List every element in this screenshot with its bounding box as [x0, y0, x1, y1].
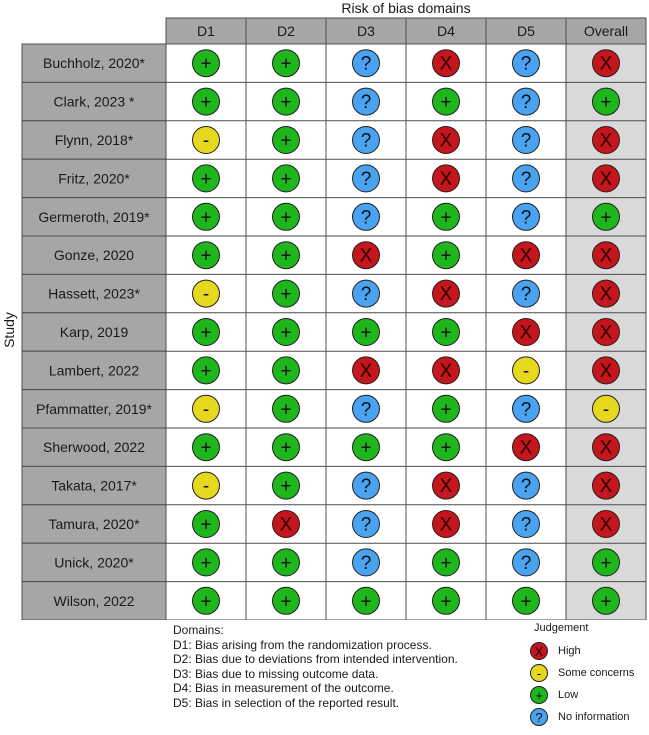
judgement-symbol: X: [599, 476, 613, 498]
judgement-symbol: X: [439, 168, 453, 190]
judgement-symbol: X: [599, 168, 613, 190]
column-header-d2: D2: [277, 23, 295, 39]
judgement-symbol: X: [439, 130, 453, 152]
judgement-symbol: ?: [360, 514, 372, 536]
chart-title: Risk of bias domains: [341, 0, 471, 16]
judgement-symbol: +: [600, 92, 612, 114]
judgement-symbol: +: [360, 437, 372, 459]
judgement-symbol: +: [200, 322, 212, 344]
study-label: Germeroth, 2019*: [38, 208, 150, 225]
study-label: Karp, 2019: [59, 324, 129, 340]
judgement-symbol: X: [599, 437, 613, 459]
grid-layer: [22, 18, 646, 620]
judgement-symbol: +: [200, 92, 212, 114]
judgement-symbol: +: [440, 207, 452, 229]
column-header-overall: Overall: [583, 23, 629, 39]
judgement-symbol: ?: [520, 207, 532, 229]
judgement-symbol: -: [602, 399, 610, 421]
judgement-symbol: +: [200, 245, 212, 267]
judgement-symbol: ?: [360, 399, 372, 421]
judgement-symbol: +: [440, 245, 452, 267]
judgement-symbol: +: [440, 437, 452, 459]
legend-item-no-information: [530, 706, 648, 728]
judgement-symbol: +: [200, 552, 212, 574]
judgement-symbol: +: [280, 399, 292, 421]
judgement-symbol: +: [200, 207, 212, 229]
no-information-icon: ?: [530, 708, 548, 726]
judgement-symbol: -: [202, 399, 210, 421]
judgement-symbol: X: [439, 476, 453, 498]
judgement-symbol: X: [359, 245, 373, 267]
judgement-symbol: X: [599, 322, 613, 344]
column-header-d3: D3: [357, 23, 375, 39]
some-concerns-icon: -: [530, 664, 548, 682]
judgement-symbol: X: [599, 53, 613, 75]
judgement-symbol: ?: [520, 284, 532, 306]
judgement-legend-title: Judgement: [534, 622, 589, 634]
judgement-symbol: +: [280, 360, 292, 382]
judgement-symbol: +: [200, 437, 212, 459]
study-label: Unick, 2020*: [54, 554, 134, 571]
judgement-symbol: ?: [360, 168, 372, 190]
judgement-symbol: +: [360, 322, 372, 344]
legend-label-some-concerns: Some concerns: [558, 667, 635, 679]
domains-legend: [173, 623, 513, 711]
domains-legend-title: Domains:: [173, 623, 224, 637]
judgement-symbol: +: [440, 591, 452, 613]
judgement-symbol: +: [280, 53, 292, 75]
legend-label-no-information: No information: [558, 711, 630, 723]
judgement-symbol: ?: [520, 399, 532, 421]
judgement-symbol: X: [279, 514, 293, 536]
judgement-symbol: X: [439, 360, 453, 382]
judgement-symbol: +: [280, 552, 292, 574]
judgement-symbol: +: [280, 207, 292, 229]
judgement-symbol: +: [440, 552, 452, 574]
judgement-symbol: +: [280, 476, 292, 498]
judgement-symbol: ?: [360, 130, 372, 152]
judgement-symbol: +: [360, 591, 372, 613]
low-risk-icon: +: [530, 686, 548, 704]
judgement-symbol: +: [280, 245, 292, 267]
judgement-symbol: +: [600, 591, 612, 613]
judgement-symbol: +: [440, 399, 452, 421]
judgement-symbol: X: [439, 53, 453, 75]
high-risk-icon: X: [530, 642, 548, 660]
y-axis-label: Study: [1, 312, 17, 348]
judgement-legend: [530, 622, 648, 728]
domain-description-d3: D3: Bias due to missing outcome data.: [173, 666, 379, 681]
judgement-symbol: X: [519, 245, 533, 267]
judgement-symbol: ?: [520, 92, 532, 114]
study-label: Sherwood, 2022: [43, 439, 145, 456]
judgement-symbol: -: [522, 360, 530, 382]
judgement-symbol: +: [200, 591, 212, 613]
judgement-symbol: +: [600, 552, 612, 574]
legend-label-high: High: [558, 645, 581, 657]
legend-label-low: Low: [558, 689, 579, 701]
judgement-symbol: X: [439, 284, 453, 306]
judgement-symbol: ?: [360, 207, 372, 229]
study-label: Gonze, 2020: [53, 247, 135, 264]
judgement-symbol: X: [599, 130, 613, 152]
legend-item-high: [530, 640, 648, 662]
legend-item-some-concerns: [530, 662, 648, 684]
judgement-symbol: ?: [520, 130, 532, 152]
judgement-symbol: +: [280, 130, 292, 152]
column-header-d1: D1: [197, 23, 215, 39]
judgement-symbol: ?: [360, 552, 372, 574]
column-header-d4: D4: [437, 23, 455, 39]
judgement-symbol: +: [520, 591, 532, 613]
judgement-symbol: +: [440, 322, 452, 344]
legend-item-low: [530, 684, 648, 706]
domain-description-d1: D1: Bias arising from the randomization process.: [173, 637, 432, 652]
judgement-symbol: X: [599, 284, 613, 306]
domain-description-d2: D2: Bias due to deviations from intended intervention.: [173, 652, 458, 667]
judgement-symbol: ?: [360, 284, 372, 306]
judgement-symbol: X: [519, 437, 533, 459]
study-label: Clark, 2023 *: [53, 93, 135, 110]
judgement-symbol: ?: [520, 53, 532, 75]
judgement-symbol: -: [202, 130, 210, 152]
judgement-symbol: X: [439, 514, 453, 536]
judgement-symbol: +: [280, 284, 292, 306]
judgement-symbol: +: [200, 53, 212, 75]
study-label: Fritz, 2020*: [58, 170, 130, 187]
judgement-symbol: ?: [360, 53, 372, 75]
judgement-symbol: ?: [360, 476, 372, 498]
study-label: Hassett, 2023*: [48, 285, 140, 302]
judgement-symbol: ?: [520, 552, 532, 574]
judgement-symbol: X: [359, 360, 373, 382]
judgement-symbol: ?: [360, 92, 372, 114]
study-label: Buchholz, 2020*: [43, 55, 145, 72]
judgement-symbol: X: [599, 245, 613, 267]
judgement-symbol: -: [202, 284, 210, 306]
judgement-symbol: +: [200, 168, 212, 190]
judgement-symbol: X: [519, 322, 533, 344]
study-label: Flynn, 2018*: [54, 132, 134, 148]
study-label: Takata, 2017*: [51, 477, 137, 494]
judgement-symbol: +: [280, 437, 292, 459]
study-label: Pfammatter, 2019*: [36, 400, 152, 417]
judgement-symbol: ?: [520, 476, 532, 498]
judgement-symbol: X: [599, 360, 613, 382]
judgement-symbol: +: [200, 514, 212, 536]
judgement-symbol: +: [600, 207, 612, 229]
study-label: Tamura, 2020*: [48, 516, 140, 532]
column-header-d5: D5: [517, 23, 535, 39]
judgement-symbol: +: [280, 322, 292, 344]
judgement-symbol: ?: [520, 168, 532, 190]
judgement-symbol: -: [202, 476, 210, 498]
judgement-symbol: +: [280, 168, 292, 190]
judgement-symbol: X: [599, 514, 613, 536]
judgement-symbol: +: [280, 92, 292, 114]
judgement-symbol: +: [200, 360, 212, 382]
judgement-symbol: ?: [520, 514, 532, 536]
judgement-symbol: +: [280, 591, 292, 613]
study-label: Lambert, 2022: [48, 362, 140, 379]
judgement-symbol: +: [440, 92, 452, 114]
domain-description-d5: D5: Bias in selection of the reported result.: [173, 695, 400, 710]
study-label: Wilson, 2022: [53, 592, 135, 609]
domain-description-d4: D4: Bias in measurement of the outcome.: [173, 681, 394, 696]
